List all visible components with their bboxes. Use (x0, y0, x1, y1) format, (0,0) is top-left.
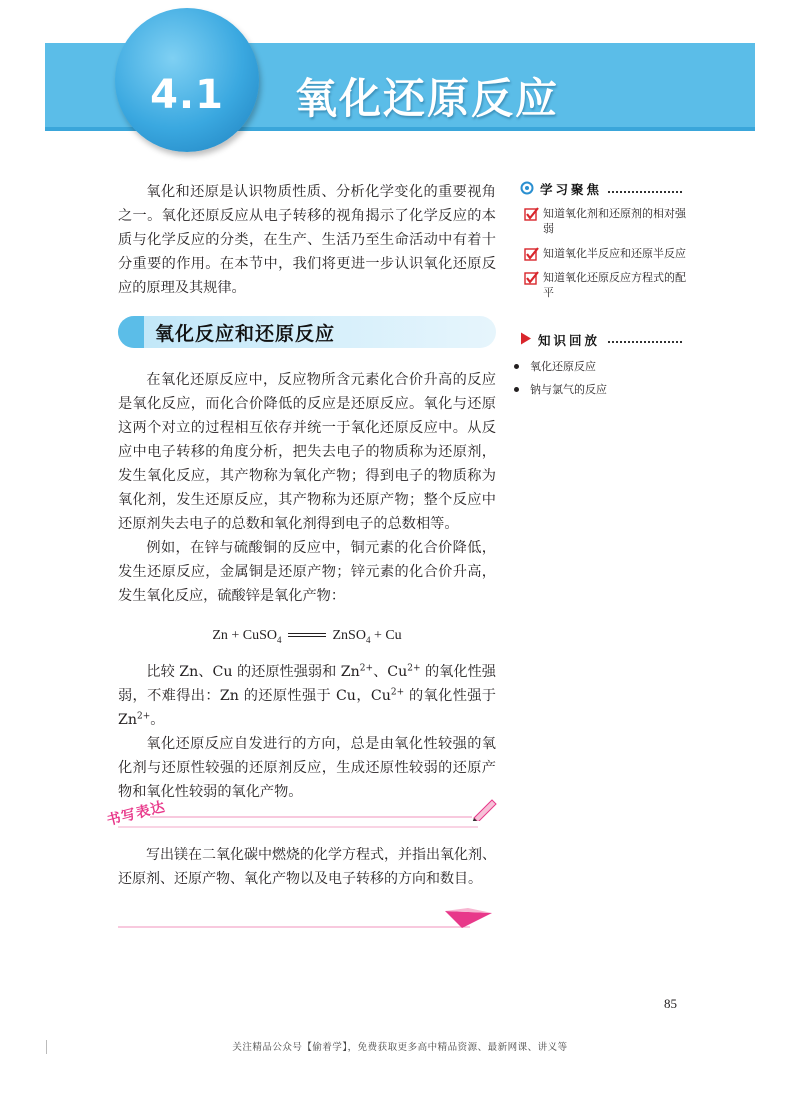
focus-item (524, 246, 689, 266)
compare-text-d: 的氧化性强于 Zn (118, 688, 496, 728)
checkbox-icon (524, 247, 540, 266)
review-item (514, 358, 596, 374)
review-heading-text: 知识回放 (538, 333, 601, 348)
compare-paragraph (118, 660, 496, 732)
bullet-icon (514, 387, 519, 392)
equation-right: ZnSO (332, 628, 366, 643)
intro-paragraph (118, 180, 496, 300)
focus-icon (520, 181, 534, 198)
checkbox-icon (524, 271, 540, 300)
express-badge: 书写表达 (105, 798, 168, 829)
pencil-icon (470, 797, 500, 821)
compare-text-e: 。 (150, 712, 165, 728)
charge-sup: 2+ (359, 663, 374, 674)
focus-heading-text: 学习聚焦 (540, 182, 603, 197)
subheading-cap (118, 316, 144, 348)
section-number: 4.1 (150, 72, 224, 118)
charge-sup: 2+ (407, 663, 421, 674)
review-heading (520, 331, 600, 349)
focus-heading-dots (608, 191, 682, 193)
focus-heading (520, 180, 602, 198)
bullet-icon (514, 364, 519, 369)
direction-paragraph: 氧化还原反应自发进行的方向，总是由氧化性较强的氧化剂与还原性较强的还原剂反应，生成还原性较弱的还原产物和氧化性较弱的氧化产物。 (118, 736, 496, 800)
main-paragraph-1: 在氧化还原反应中，反应物所含元素化合价升高的反应是氧化反应，而化合价降低的反应是还原反应。氧化与还原这两个对立的过程相互依存并统一于氧化还原反应中。从反应中电子转移的角度分析，把失去电子的物质称为还原剂，发生氧化反应，其产物称为氧化产物；得到电子的物质称为氧化剂，发生还原反应，其产物称为还原产物；整个反应中还原剂失去电子的总数和氧化剂得到电子的总数相等。 (118, 372, 496, 532)
main-paragraph-2: 例如，在锌与硫酸铜的反应中，铜元素的化合价降低，发生还原反应，金属铜是还原产物；锌元素的化合价升高，发生氧化反应，硫酸锌是氧化产物： (118, 540, 496, 604)
charge-sup: 2+ (390, 687, 405, 698)
focus-item (524, 206, 689, 236)
chemical-equation (118, 628, 496, 644)
focus-item-text: 知道氧化剂和还原剂的相对强弱 (543, 207, 686, 235)
charge-sup: 2+ (137, 711, 151, 722)
equation-left-subscript: 4 (277, 634, 282, 645)
express-text-block (118, 843, 496, 891)
play-triangle-icon (520, 332, 532, 348)
subheading: 氧化反应和还原反应 (155, 323, 336, 345)
focus-item-text: 知道氧化半反应和还原半反应 (543, 247, 686, 260)
compare-text-c: 的氧化性强弱，不难得出：Zn 的还原性强于 Cu，Cu (118, 664, 496, 704)
review-item-text: 氧化还原反应 (530, 360, 596, 373)
review-item (514, 381, 607, 397)
equation-right-subscript: 4 (365, 634, 371, 645)
equation-left: Zn + CuSO (212, 628, 277, 643)
main-text-block (118, 368, 496, 608)
equals-sign (288, 633, 326, 639)
checkbox-icon (524, 207, 540, 236)
intro-text: 氧化和还原是认识物质性质、分析化学变化的重要视角之一。氧化还原反应从电子转移的视角揭示了化学反应的本质与化学反应的分类，在生产、生活乃至生命活动中有着十分重要的作用。在本节中，我们将更进一步认识氧化还原反应的原理及其规律。 (118, 184, 496, 296)
review-item-text: 钠与氯气的反应 (530, 383, 607, 396)
footer-note: 关注精品公众号【偷着学】，免费获取更多高中精品资源、最新网课、讲义等 (232, 1042, 568, 1053)
page-title: 氧化还原反应 (295, 74, 560, 123)
review-heading-dots (608, 341, 682, 343)
compare-text-a: 比较 Zn、Cu 的还原性强弱和 Zn (146, 664, 360, 680)
focus-item-text: 知道氧化还原反应方程式的配平 (543, 271, 686, 299)
focus-item (524, 270, 689, 300)
after-equation-text (118, 660, 496, 804)
express-text: 写出镁在二氧化碳中燃烧的化学方程式，并指出氧化剂、还原剂、还原产物、氧化产物以及电子转移的方向和数目。 (118, 847, 496, 887)
compare-text-b: 、Cu (373, 664, 408, 680)
equation-right-tail: + Cu (370, 628, 402, 643)
page-number: 85 (664, 996, 677, 1011)
